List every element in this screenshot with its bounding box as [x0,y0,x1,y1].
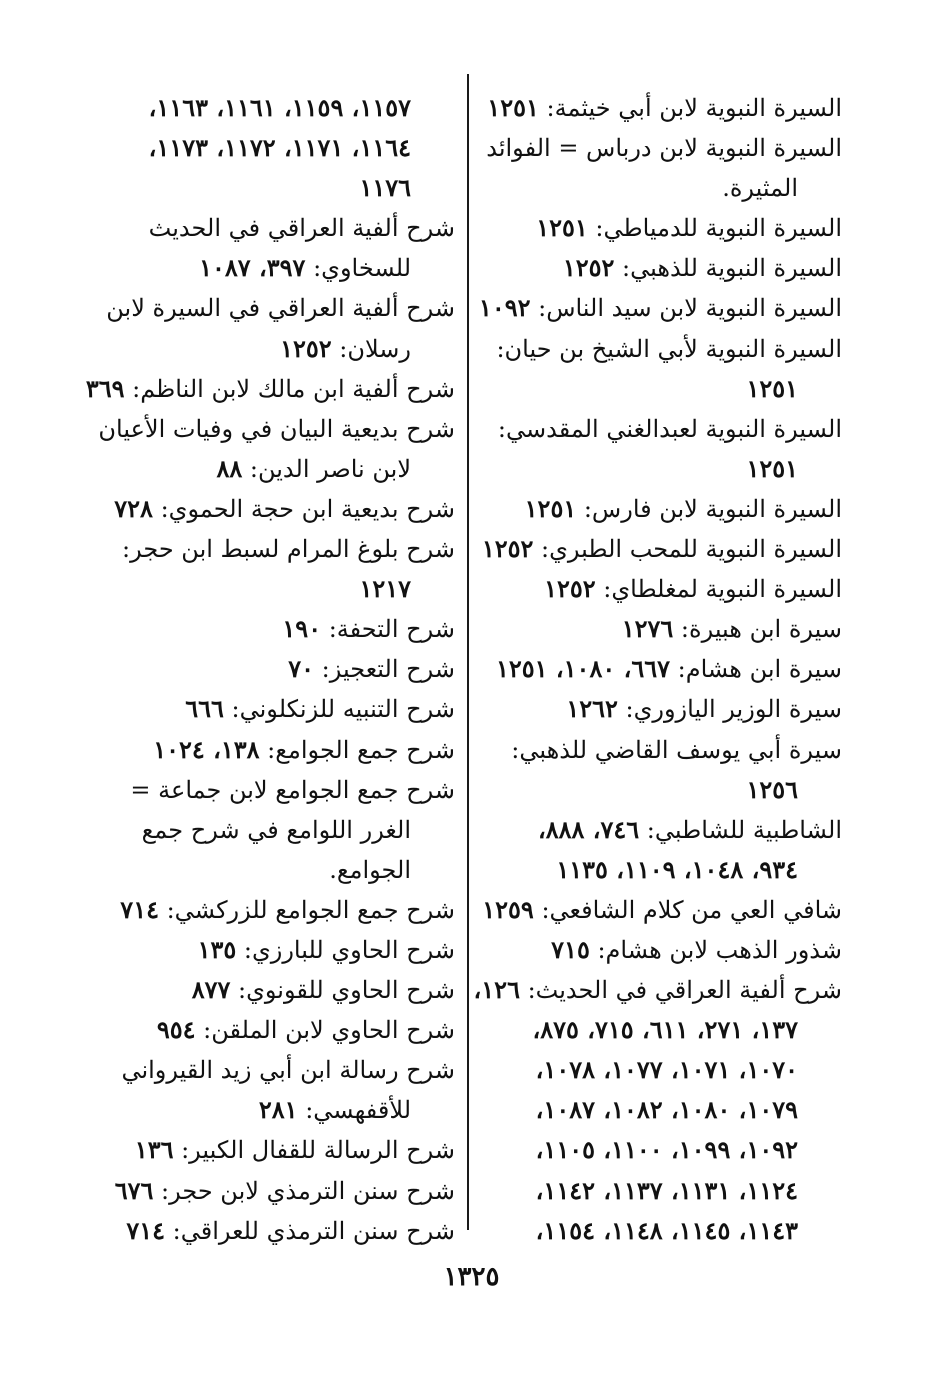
entry-page-refs: ١١٦٤، ١١٧١، ١١٧٢، ١١٧٣، [148,133,411,163]
index-entry-line [470,449,842,489]
index-entry-line [83,409,455,449]
index-entry-line [470,850,842,890]
entry-title: المثيرة. [722,174,798,203]
entry-page-refs: ١٢٦، [473,975,520,1005]
entry-page-refs: ٦٦٧، ١٠٨٠، ١٢٥١ [495,654,670,684]
entry-title: رسلان: [331,334,411,363]
index-entry-line [83,569,455,609]
entry-page-refs: ٧١٤ [126,1215,165,1245]
entry-title: شرح الرسالة للقفال الكبير: [173,1136,455,1165]
index-entry-line [83,1090,455,1130]
entry-page-refs: ٩٥٤ [156,1015,196,1045]
entry-page-refs: ١٠٧٩، ١٠٨٠، ١٠٨٢، ١٠٨٧، [535,1095,798,1125]
index-entry-line [83,288,455,328]
index-entry-line [470,730,842,770]
entry-page-refs: ٧١٥ [551,934,590,964]
index-entry-line [470,168,842,208]
index-entry-line [470,770,842,810]
entry-title: للسخاوي: [305,254,411,283]
index-entry-line [83,248,455,288]
entry-title: شرح بلوغ المرام لسبط ابن حجر: [122,535,455,564]
entry-title: شرح بديعية البيان في وفيات الأعيان [98,414,455,443]
index-entry-line [83,850,455,890]
entry-title: شذور الذهب لابن هشام: [589,935,842,964]
index-entry-line [83,128,455,168]
index-entry-line [83,369,455,409]
entry-page-refs: ٢٨١ [258,1095,298,1125]
index-entry-line [470,369,842,409]
index-entry-line [83,489,455,529]
entry-page-refs: ١١٤٣، ١١٤٥، ١١٤٨، ١١٥٤، [535,1215,798,1245]
entry-page-refs: ٣٩٧، ١٠٨٧ [199,253,306,283]
entry-page-refs: ٦٧٦ [114,1175,154,1205]
entry-title: السيرة النبوية لأبي الشيخ بن حيان: [496,334,842,363]
index-entry-line [83,689,455,729]
entry-page-refs: ١٢٥٢ [481,534,534,564]
entry-title: الجوامع. [329,855,411,884]
entry-page-refs: ١٩٠ [282,614,322,644]
index-entry-line [83,890,455,930]
index-entry-line [83,1010,455,1050]
entry-page-refs: ٧١٤ [120,894,159,924]
entry-page-refs: ٧٢٨ [114,493,153,523]
index-entry-line [470,609,842,649]
entry-title: شرح ألفية العراقي في الحديث [148,214,455,243]
index-entry-line [470,88,842,128]
column-divider [467,74,469,1230]
entry-page-refs: ١٠٩٢ [478,293,531,323]
index-entry-line [83,1050,455,1090]
index-entry-line [470,208,842,248]
index-entry-line [83,770,455,810]
entry-title: سيرة ابن هشام: [670,655,842,684]
entry-title: شرح رسالة ابن أبي زيد القيرواني [121,1056,455,1085]
entry-page-refs: ١٠٧٠، ١٠٧١، ١٠٧٧، ١٠٧٨، [535,1055,798,1085]
index-entry-line [83,1171,455,1211]
index-entry-line [470,1130,842,1170]
index-entry-line [470,1090,842,1130]
entry-title: سيرة ابن هبيرة: [673,615,842,644]
entry-title: شرح ألفية ابن مالك لابن الناظم: [124,374,455,403]
entry-title: شرح ألفية العراقي في الحديث: [519,976,842,1005]
entry-title: السيرة النبوية لابن فارس: [576,494,842,523]
index-entry-line [83,449,455,489]
entry-title: لابن ناصر الدين: [242,454,411,483]
entry-title: شرح جمع الجوامع: [259,735,455,764]
entry-page-refs: ١٢٧٦ [621,614,674,644]
entry-page-refs: ١٢١٧ [359,574,411,604]
index-entry-line [470,409,842,449]
entry-title: سيرة أبي يوسف القاضي للذهبي: [511,735,842,764]
index-entry-line [83,208,455,248]
index-entry-line [470,1211,842,1251]
entry-page-refs: ١٢٥٢ [544,574,596,604]
index-entry-line [83,1211,455,1251]
index-entry-line [83,329,455,369]
entry-page-refs: ١٢٦٢ [566,694,618,724]
index-entry-line [470,248,842,288]
index-entry-line [83,930,455,970]
entry-page-refs: ١١٧٦ [359,173,411,203]
entry-title: السيرة النبوية لمغلطاي: [595,575,842,604]
entry-title: شرح سنن الترمذي لابن حجر: [153,1176,455,1205]
entry-page-refs: ٦٦٦ [185,694,224,724]
entry-title: شافي العي من كلام الشافعي: [533,895,842,924]
index-entry-line [470,1171,842,1211]
entry-page-refs: ٣٦٩ [85,373,125,403]
index-entry-line [470,128,842,168]
entry-title: شرح الحاوي لابن الملقن: [195,1016,455,1045]
index-entry-line [470,689,842,729]
entry-title: السيرة النبوية لابن درباس = الفوائد [486,134,842,163]
entry-title: للأقفهسي: [297,1096,411,1125]
index-entry-line [470,890,842,930]
index-entry-line [470,810,842,850]
index-entry-line [83,730,455,770]
entry-title: السيرة النبوية للدمياطي: [587,214,842,243]
entry-page-refs: ١٣٥ [197,934,237,964]
entry-title: شرح الحاوي للقونوي: [230,976,455,1005]
entry-page-refs: ٩٣٤، ١٠٤٨، ١١٠٩، ١١٣٥ [556,854,798,884]
index-entry-line [83,649,455,689]
entry-page-refs: ٨٧٧ [191,975,231,1005]
index-column-right [470,88,842,1251]
entry-title: شرح التعجيز: [314,655,455,684]
index-entry-line [470,930,842,970]
entry-page-refs: ١١٢٤، ١١٣١، ١١٣٧، ١١٤٢، [535,1175,798,1205]
entry-title: شرح التنبيه للزنكلوني: [223,695,455,724]
entry-title: شرح التحفة: [321,615,455,644]
index-entry-line [470,569,842,609]
entry-page-refs: ٧٤٦، ٨٨٨، [537,814,640,844]
entry-page-refs: ١٣٧، ٢٧١، ٦١١، ٧١٥، ٨٧٥، [532,1015,798,1045]
index-column-left [83,88,455,1251]
index-entry-line [470,489,842,529]
entry-page-refs: ١٢٥١ [746,373,798,403]
entry-page-refs: ١٢٥١ [746,453,798,483]
index-entry-line [83,1130,455,1170]
index-entry-line [83,810,455,850]
entry-page-refs: ١٢٥١ [487,93,539,122]
entry-page-refs: ٧٠ [288,654,315,684]
entry-page-refs: ٨٨ [216,453,243,483]
entry-title: شرح سنن الترمذي للعراقي: [165,1216,455,1245]
entry-page-refs: ١٢٥٦ [746,774,798,804]
index-entry-line [470,529,842,569]
entry-page-refs: ١٢٥٩ [482,894,534,924]
entry-page-refs: ١٠٩٢، ١٠٩٩، ١١٠٠، ١١٠٥، [535,1135,798,1165]
entry-title: السيرة النبوية لابن أبي خيثمة: [538,94,842,122]
index-entry-line [83,609,455,649]
entry-title: شرح ألفية العراقي في السيرة لابن [106,294,455,323]
index-entry-line [83,88,455,128]
index-entry-line [83,970,455,1010]
index-entry-line [470,970,842,1010]
page-number: ١٣٢٥ [443,1262,500,1292]
entry-page-refs: ١٢٥١ [536,213,588,243]
index-entry-line [470,649,842,689]
index-entry-line [470,1010,842,1050]
entry-page-refs: ١٢٥٢ [562,253,615,283]
index-entry-line [470,329,842,369]
entry-page-refs: ١١٥٧، ١١٥٩، ١١٦١، ١١٦٣، [148,93,411,122]
entry-title: السيرة النبوية للذهبي: [614,254,842,283]
entry-title: سيرة الوزير اليازوري: [617,695,842,724]
entry-title: السيرة النبوية لعبدالغني المقدسي: [497,414,842,443]
index-entry-line [470,1050,842,1090]
entry-title: الغرر اللوامع في شرح جمع [141,815,411,844]
entry-title: شرح جمع الجوامع لابن جماعة = [130,775,455,804]
entry-title: الشاطبية للشاطبي: [639,815,842,844]
entry-page-refs: ١٣٦ [134,1135,174,1165]
entry-title: شرح الحاوي للبارزي: [236,935,455,964]
entry-page-refs: ١٢٥١ [524,493,577,523]
entry-page-refs: ١٢٥٢ [280,333,332,363]
index-entry-line [83,529,455,569]
index-entry-line [470,288,842,328]
entry-title: شرح جمع الجوامع للزركشي: [158,895,455,924]
entry-title: السيرة النبوية لابن سيد الناس: [530,294,842,323]
entry-title: شرح بديعية ابن حجة الحموي: [152,494,455,523]
entry-page-refs: ١٣٨، ١٠٢٤ [153,734,260,764]
index-entry-line [83,168,455,208]
entry-title: السيرة النبوية للمحب الطبري: [533,535,842,564]
